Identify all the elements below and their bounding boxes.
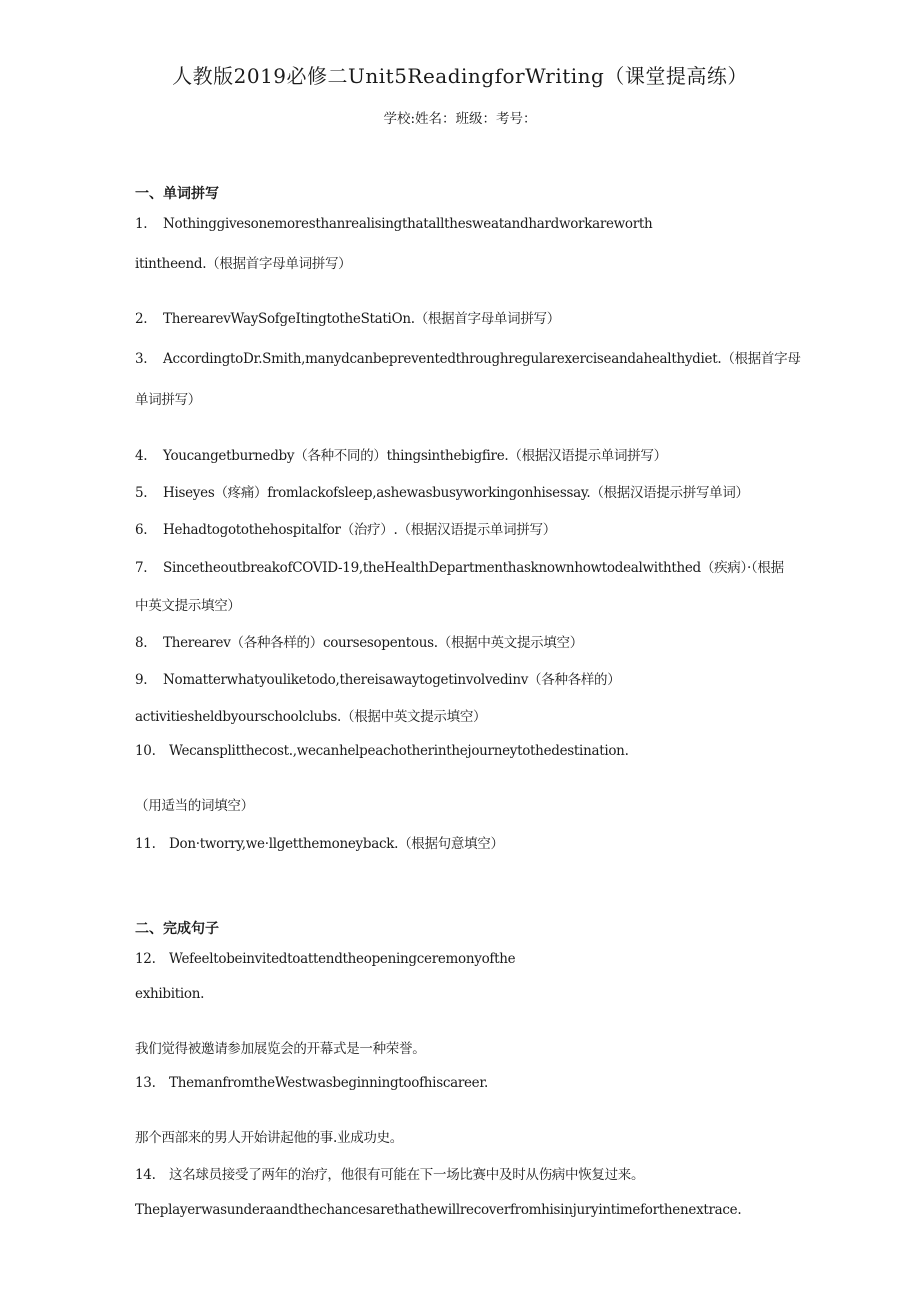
question-number: 14. — [135, 1167, 156, 1183]
question-text: Wecansplitthecost.,wecanhelpeachotherinthejourneytothedestination. — [169, 743, 629, 759]
question-text: Hehadtogotothehospitalfor（治疗）.（根据汉语提示单词拼写） — [163, 522, 556, 538]
question-3 — [135, 347, 801, 367]
question-5 — [135, 481, 749, 501]
question-10-continued: （用适当的词填空） — [135, 798, 254, 814]
question-text: Nomatterwhatyouliketodo,thereisawaytogetinvolvedinv（各种各样的） — [163, 672, 621, 688]
question-1-continued: itintheend.（根据首字母单词拼写） — [135, 256, 352, 272]
question-text: AccordingtoDr.Smith,manydcanbepreventedthroughregularexerciseandahealthydiet.（根据首字母 — [163, 351, 801, 367]
section-heading-word-spelling: 一、单词拼写 — [135, 186, 219, 202]
question-text: Don·tworry,we·llgetthemoneyback.（根据句意填空） — [169, 836, 504, 852]
question-8 — [135, 631, 583, 651]
question-12-continued: exhibition. — [135, 986, 205, 1002]
question-text: Youcangetburnedby（各种不同的）thingsinthebigfire.（根据汉语提示单词拼写） — [163, 448, 667, 464]
question-13-translation: 那个西部来的男人开始讲起他的事.业成功史。 — [135, 1130, 403, 1146]
question-text: 这名球员接受了两年的治疗，他很有可能在下一场比赛中及时从伤病中恢复过来。 — [169, 1167, 645, 1183]
question-number: 3. — [135, 351, 148, 367]
question-2 — [135, 307, 560, 327]
question-12-translation: 我们觉得被邀请参加展览会的开幕式是一种荣誉。 — [135, 1041, 426, 1057]
question-number: 9. — [135, 672, 148, 688]
question-number: 10. — [135, 743, 156, 759]
question-7-continued: 中英文提示填空） — [135, 598, 241, 614]
question-12 — [135, 951, 515, 967]
question-number: 11. — [135, 836, 156, 852]
question-14-english: Theplayerwasunderaandthechancesarethathewillrecoverfromhisinjuryintimeforthenextrace. — [135, 1202, 742, 1218]
student-info-line: 学校:姓名：班级：考号： — [383, 111, 537, 127]
question-6 — [135, 518, 556, 538]
question-text: SincetheoutbreakofCOVID-19,theHealthDepartmenthasknownhowtodealwiththed（疾病）·（根据 — [163, 560, 784, 576]
question-number: 8. — [135, 635, 148, 651]
question-7 — [135, 556, 784, 576]
question-number: 6. — [135, 522, 148, 538]
question-11 — [135, 832, 504, 852]
question-9-continued: activitiesheldbyourschoolclubs.（根据中英文提示填空） — [135, 709, 487, 725]
question-number: 2. — [135, 311, 148, 327]
question-number: 13. — [135, 1075, 156, 1091]
question-13 — [135, 1075, 488, 1091]
question-4 — [135, 444, 667, 464]
page-title: 人教版2019必修二Unit5ReadingforWriting（课堂提高练） — [172, 64, 748, 88]
question-text: TherearevWaySofgeItingtotheStatiOn.（根据首字母单词拼写） — [163, 311, 560, 327]
question-number: 1. — [135, 216, 148, 232]
question-text: Hiseyes（疼痛）fromlackofsleep,ashewasbusyworkingonhisessay.（根据汉语提示拼写单词） — [163, 485, 749, 501]
question-number: 5. — [135, 485, 148, 501]
question-10 — [135, 743, 629, 759]
question-text: Therearev（各种各样的）coursesopentous.（根据中英文提示填空） — [163, 635, 583, 651]
question-1 — [135, 216, 652, 232]
question-number: 4. — [135, 448, 148, 464]
section-heading-complete-sentences: 二、完成句子 — [135, 921, 219, 937]
question-number: 12. — [135, 951, 156, 967]
question-9 — [135, 668, 620, 688]
question-number: 7. — [135, 560, 148, 576]
question-14 — [135, 1163, 644, 1183]
question-text: Wefeeltobeinvitedtoattendtheopeningceremonyofthe — [169, 951, 516, 967]
question-text: ThemanfromtheWestwasbeginningtoofhiscareer. — [169, 1075, 489, 1091]
question-text: Nothinggivesonemoresthanrealisingthatallthesweatandhardworkareworth — [163, 216, 653, 232]
question-3-continued: 单词拼写） — [135, 392, 201, 408]
